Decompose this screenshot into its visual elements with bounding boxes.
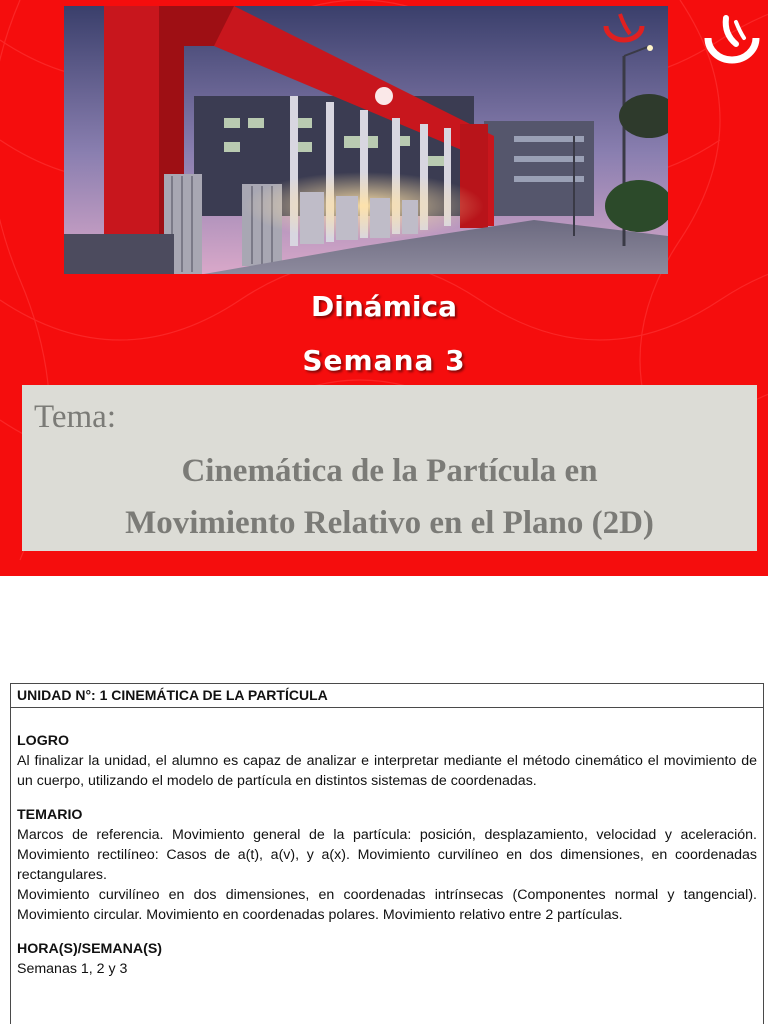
week-label: Semana 3 bbox=[302, 344, 466, 377]
temario-paragraph-2: Movimiento curvilíneo en dos dimensiones, en coordenadas intrínsecas (Componentes normal y tangencial). Movimiento circular. Movimiento en coordenadas polares. Movimiento relativo entre 2 partículas. bbox=[17, 887, 757, 923]
topic-line-1: Cinemática de la Partícula en bbox=[181, 453, 598, 489]
topic-label: Tema: bbox=[34, 399, 116, 435]
temario-title: TEMARIO bbox=[17, 807, 83, 823]
upc-logo-icon bbox=[702, 12, 762, 72]
logro-title: LOGRO bbox=[17, 733, 70, 749]
topic-line-2: Movimiento Relativo en el Plano (2D) bbox=[125, 505, 654, 541]
temario-paragraph-1: Marcos de referencia. Movimiento general de la partícula: posición, desplazamiento, velocidad y aceleración. Movimiento rectilíneo: Casos de a(t), a(v), y a(x). Movimiento curvilíneo en dos dimensiones, en coordenadas rectangulares. bbox=[17, 827, 757, 883]
logro-text: Al finalizar la unidad, el alumno es capaz de analizar e interpretar mediante el método cinemático el movimiento de un cuerpo, utilizando el modelo de partícula en distintos sistemas de coordenadas. bbox=[17, 753, 757, 789]
unit-header: UNIDAD N°: 1 CINEMÁTICA DE LA PARTÍCULA bbox=[11, 684, 763, 708]
course-title: Dinámica bbox=[311, 290, 457, 323]
topic-box bbox=[22, 385, 757, 551]
unit-body bbox=[11, 708, 763, 979]
unit-document bbox=[10, 683, 764, 1024]
horas-title: HORA(S)/SEMANA(S) bbox=[17, 941, 163, 957]
campus-building-photo bbox=[64, 6, 668, 274]
horas-text: Semanas 1, 2 y 3 bbox=[17, 961, 128, 977]
